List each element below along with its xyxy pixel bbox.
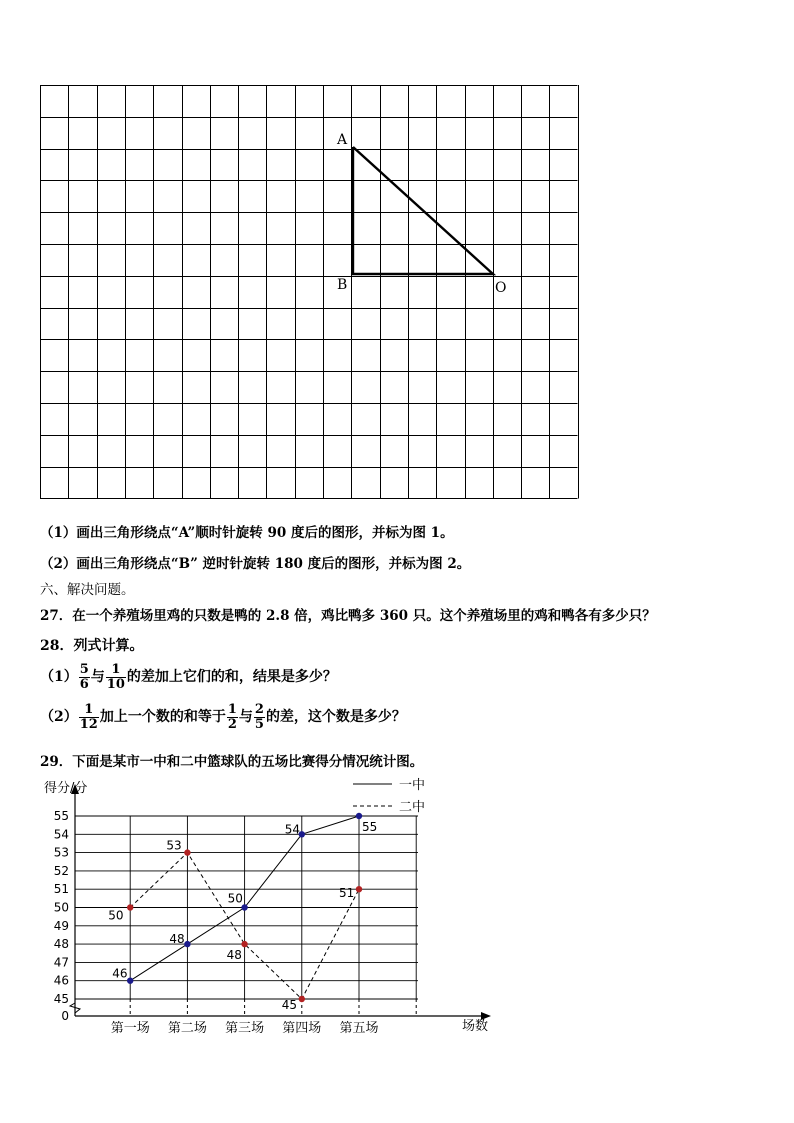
data-label: 51 — [339, 886, 355, 901]
data-label: 45 — [281, 998, 298, 1012]
y-tick-label: 48 — [53, 937, 69, 952]
fraction-denominator: 6 — [79, 676, 89, 692]
fraction-numerator: 5 — [79, 662, 89, 677]
data-point — [356, 813, 362, 819]
data-label: 46 — [112, 966, 128, 981]
fraction-1-2 — [227, 703, 238, 731]
fraction-denominator: 5 — [254, 716, 264, 732]
x-tick-label: 第五场 — [339, 1021, 379, 1036]
data-label: 50 — [227, 891, 243, 906]
q28-1-prefix: （1） — [40, 669, 78, 686]
y-tick-label: 52 — [53, 863, 69, 878]
data-point — [356, 886, 362, 892]
y-tick-label: 50 — [53, 900, 69, 915]
y-tick-label: 53 — [53, 845, 69, 860]
x-tick-label: 第二场 — [167, 1021, 207, 1036]
x-axis-title: 场数 — [462, 1019, 489, 1034]
q28-1-suffix: 的差加上它们的和，结果是多少？ — [126, 669, 337, 686]
q28-2-suffix: 的差，这个数是多少？ — [265, 709, 406, 726]
fraction-2-5 — [254, 703, 265, 731]
fraction-1-10 — [106, 663, 126, 691]
data-label: 54 — [284, 822, 301, 837]
x-tick-label: 第四场 — [282, 1021, 322, 1036]
fraction-5-6 — [79, 663, 90, 691]
label-point-a: A — [337, 132, 348, 148]
fraction-numerator: 1 — [106, 663, 126, 678]
fraction-denominator: 12 — [79, 716, 98, 732]
rotation-grid-figure — [0, 0, 794, 510]
question-26-part-2: （2）画出三角形绕点“B” 逆时针旋转 180 度后的图形，并标为图 2。 — [40, 556, 471, 572]
y-tick-label: 55 — [53, 809, 69, 823]
question-28-part-1 — [40, 663, 337, 691]
q28-2-prefix: （2） — [40, 709, 78, 726]
fraction-denominator: 2 — [227, 716, 237, 732]
fraction-1-12 — [79, 703, 99, 731]
data-label: 48 — [169, 932, 185, 947]
q28-2-mid1: 加上一个数的和等于 — [99, 709, 226, 726]
y-tick-label: 49 — [53, 918, 69, 933]
label-point-o: O — [495, 280, 507, 296]
fraction-denominator: 10 — [106, 676, 125, 692]
legend-label-2: 二中 — [399, 800, 426, 815]
y-tick-label: 54 — [53, 827, 69, 842]
data-point — [127, 978, 133, 984]
y-tick-label: 46 — [53, 973, 69, 988]
section-heading-six: 六、解决问题。 — [40, 582, 135, 598]
data-point — [299, 996, 305, 1002]
triangle-abo — [353, 147, 493, 274]
fraction-numerator: 1 — [79, 703, 99, 718]
label-point-b: B — [337, 277, 348, 293]
y-axis-title: 得分/分 — [44, 781, 88, 796]
x-tick-label: 第三场 — [225, 1021, 265, 1036]
data-point — [184, 849, 190, 855]
data-label: 53 — [166, 838, 182, 853]
data-point — [184, 941, 190, 947]
y-tick-label: 0 — [61, 1009, 69, 1023]
question-28: 28．列式计算。 — [40, 638, 144, 654]
fraction-numerator: 1 — [227, 702, 237, 717]
legend-label-1: 一中 — [399, 778, 426, 793]
score-line-chart — [0, 770, 794, 1050]
fraction-numerator: 2 — [254, 702, 264, 717]
data-label: 55 — [362, 820, 378, 834]
x-tick-label: 第一场 — [110, 1021, 150, 1036]
question-26-part-1: （1）画出三角形绕点“A”顺时针旋转 90 度后的图形，并标为图 1。 — [40, 525, 454, 541]
y-tick-label: 45 — [53, 992, 69, 1006]
question-28-part-2 — [40, 703, 406, 731]
y-tick-label: 51 — [53, 882, 69, 897]
q28-1-mid: 与 — [90, 669, 105, 686]
y-tick-label: 47 — [53, 955, 69, 970]
data-label: 50 — [108, 908, 124, 923]
data-label: 48 — [226, 948, 242, 963]
q28-2-mid2: 与 — [238, 709, 253, 726]
question-29: 29．下面是某市一中和二中篮球队的五场比赛得分情况统计图。 — [40, 754, 424, 770]
data-point — [127, 904, 133, 910]
data-point — [241, 941, 247, 947]
question-27: 27．在一个养殖场里鸡的只数是鸭的 2.8 倍，鸡比鸭多 360 只。这个养殖场里的鸡和鸭各有多少只？ — [40, 608, 656, 624]
